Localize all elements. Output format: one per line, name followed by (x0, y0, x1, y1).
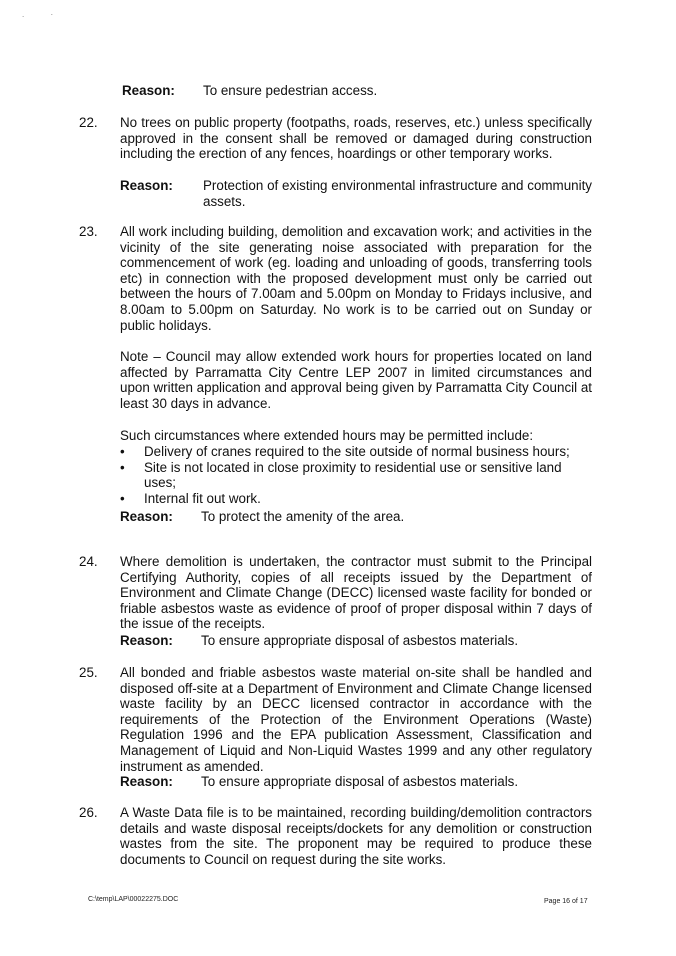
condition-number: 26. (79, 805, 98, 820)
reason-line (120, 774, 518, 790)
condition-text: No trees on public property (footpaths, roads, reserves, etc.) unless specifically approved in the consent shall be removed or damaged during construction including the erection of any fences, hoardings or other temporary works. (120, 115, 592, 162)
list-item: • Site is not located in close proximity to residential use or sensitive land uses; (120, 459, 562, 491)
reason-label: Reason: (120, 633, 173, 648)
scan-marks: . · (22, 10, 66, 19)
reason-text: To ensure pedestrian access. (203, 83, 378, 98)
list-item: • Delivery of cranes required to the site outside of normal business hours; (120, 444, 570, 459)
condition-number: 22. (79, 115, 98, 130)
reason-line (120, 509, 404, 525)
condition-intro: Such circumstances where extended hours may be permitted include: (120, 428, 534, 443)
reason-text: To protect the amenity of the area. (201, 509, 405, 524)
reason-line (120, 178, 592, 209)
bullet-icon: • (120, 444, 125, 459)
footer-page-number: Page 16 of 17 (544, 898, 588, 905)
condition-text: All work including building, demolition and excavation work; and activities in the vicinity of the site generating noise associated with preparation for the commencement of work (eg. loading and unloading of goods, transferring tools etc) in connection with the proposed development must only be carried out between the hours of 7.00am and 5.00pm on Monday to Fridays inclusive, and 8.00am to 5.00pm on Saturday. No work is to be carried out on Sunday or public holidays. (120, 224, 592, 333)
condition-text: A Waste Data file is to be maintained, recording building/demolition contractors details and waste disposal receipts/dockets for any demolition or construction wastes from the site. The proponent may be required to produce these documents to Council on request during the site works. (120, 805, 592, 867)
reason-label: Reason: (120, 509, 173, 524)
condition-note: Note – Council may allow extended work hours for properties located on land affected by Parramatta City Centre LEP 2007 in limited circumstances and upon written application and approval being given by Parramatta City Council at least 30 days in advance. (120, 349, 592, 411)
reason-label: Reason: (120, 178, 173, 193)
condition-number: 23. (79, 224, 98, 239)
condition-number: 25. (79, 665, 98, 680)
reason-text: Protection of existing environmental infrastructure and community assets. (203, 178, 592, 209)
bullet-icon: • (120, 490, 125, 506)
circumstances-list (118, 444, 588, 506)
reason-label: Reason: (122, 83, 175, 98)
condition-number: 24. (79, 554, 98, 569)
reason-line-top (122, 83, 377, 99)
footer-file-path: C:\temp\LAP\00022275.DOC (88, 896, 179, 903)
reason-line (120, 633, 518, 649)
bullet-icon: • (120, 459, 125, 475)
condition-text: All bonded and friable asbestos waste material on-site shall be handled and disposed off-site at a Department of Environment and Climate Change licensed waste facility by an DECC licensed contractor in accordance with the requirements of the Protection of the Environment Operations (Waste) Regulation 1996 and the EPA publication Assessment, Classification and Management of Liquid and Non-Liquid Wastes 1999 and any other regulatory instrument as amended. (120, 665, 592, 774)
reason-text: To ensure appropriate disposal of asbestos materials. (201, 633, 519, 648)
condition-text: Where demolition is undertaken, the contractor must submit to the Principal Certifying Authority, copies of all receipts issued by the Department of Environment and Climate Change (DECC) licensed waste facility for bonded or friable asbestos waste as evidence of proof of proper disposal within 7 days of the issue of the receipts. (120, 554, 592, 632)
list-item: • Internal fit out work. (120, 490, 261, 506)
reason-text: To ensure appropriate disposal of asbestos materials. (201, 774, 519, 789)
reason-label: Reason: (120, 774, 173, 789)
